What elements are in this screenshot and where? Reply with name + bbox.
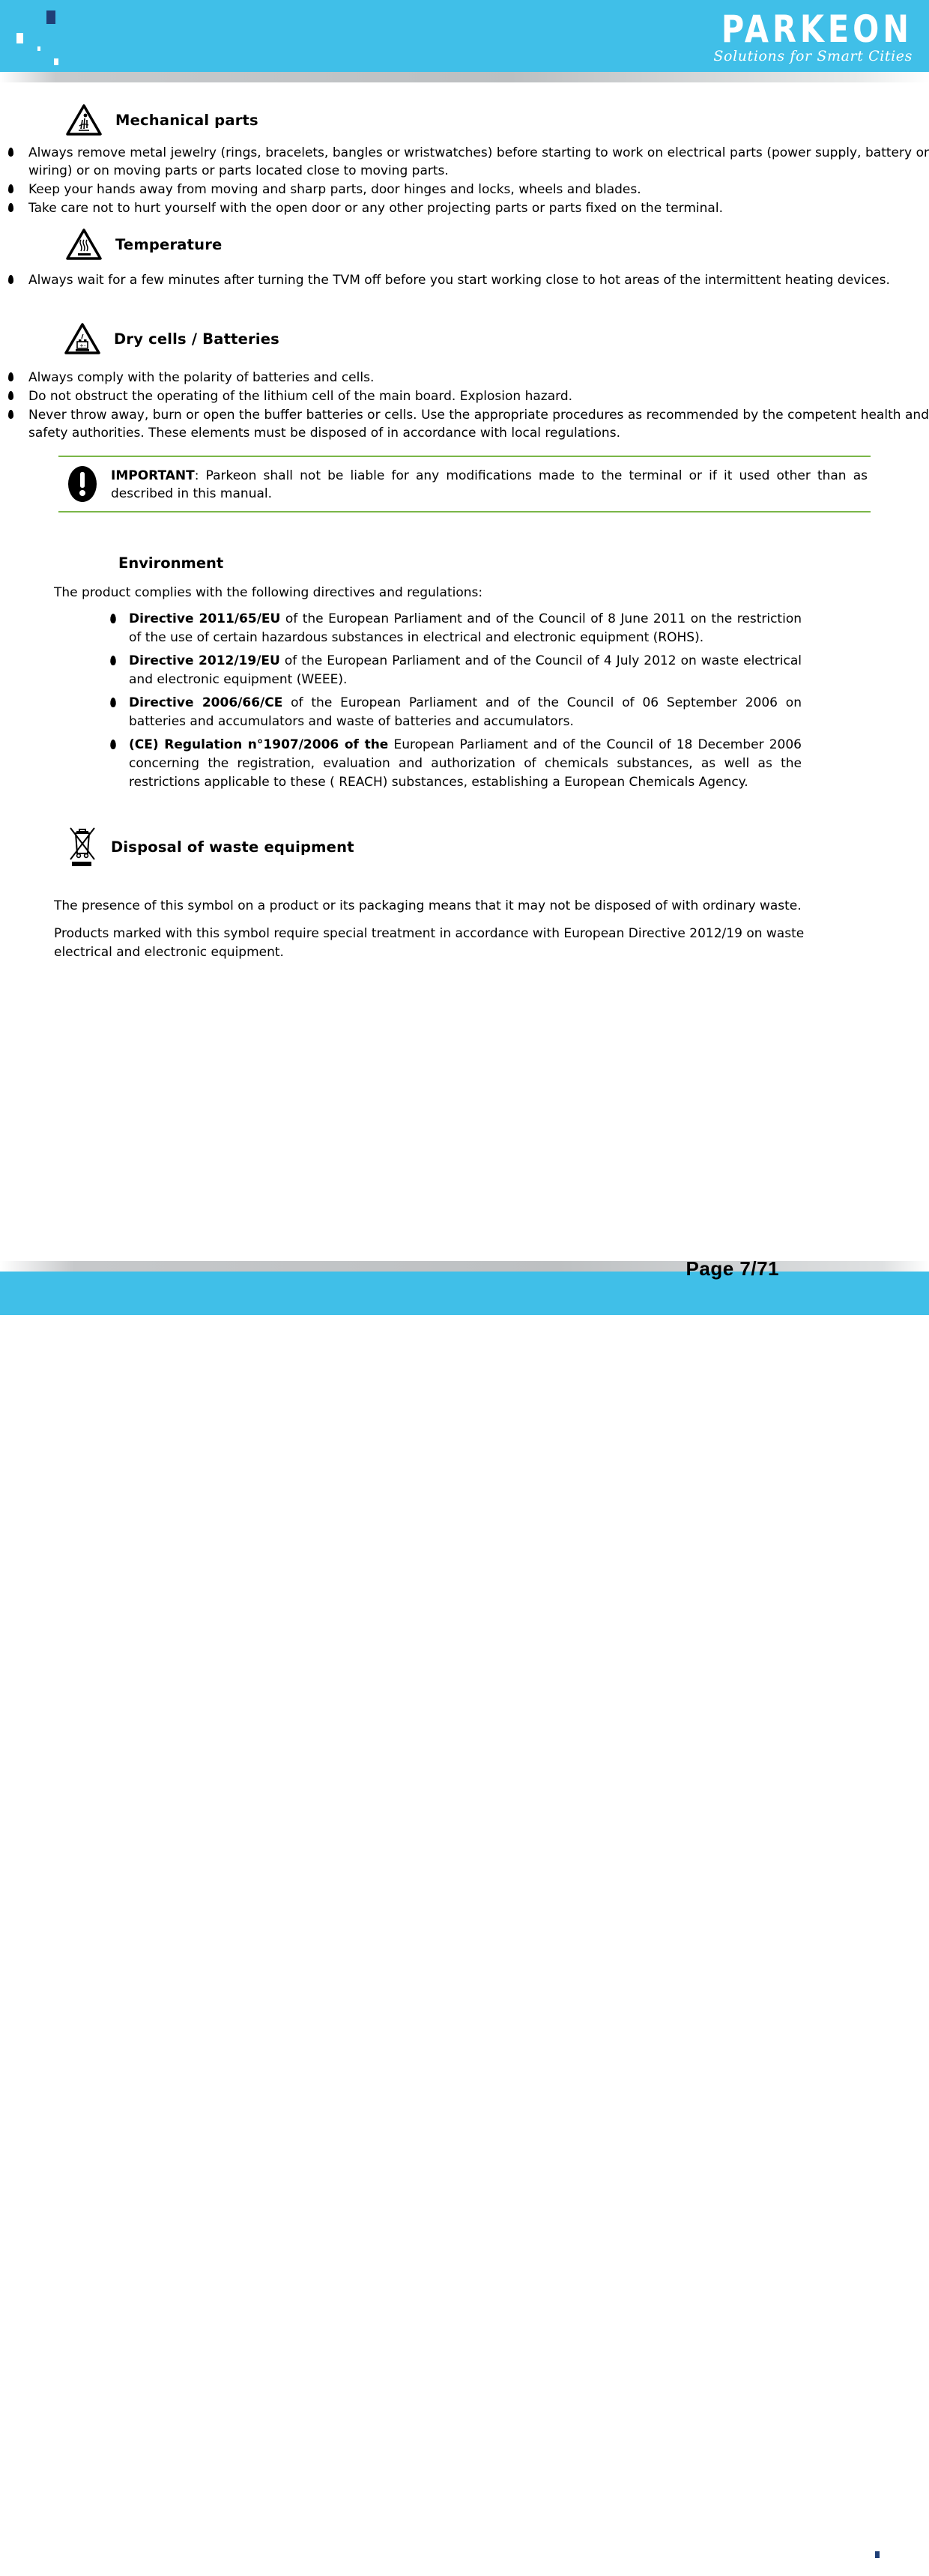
disposal-paragraph-1: The presence of this symbol on a product or its packaging means that it may not be disposed of with ordinary waste. (54, 898, 802, 913)
footer-decor-square-1 (821, 2556, 832, 2567)
page-number: Page 7/71 (686, 1257, 779, 1280)
batteries-title: Dry cells / Batteries (114, 330, 279, 348)
directive-text: of the European Parliament and of the Council of 4 July 2012 on waste electrical and electronic equipment (WEEE). (129, 653, 802, 687)
parkeon-logo (713, 7, 913, 64)
batteries-bullet-list (0, 369, 929, 442)
list-item: Always remove metal jewelry (rings, bracelets, bangles or wristwatches) before starting to work on electrical parts (power supply, battery or wiring) or on moving parts or parts located close to moving parts. (0, 144, 929, 180)
batteries-heading-row (0, 322, 929, 355)
list-item (103, 736, 802, 792)
section-dry-cells-batteries (0, 322, 929, 442)
list-item (103, 694, 802, 731)
list-item: Always comply with the polarity of batteries and cells. (0, 369, 929, 387)
disposal-title: Disposal of waste equipment (111, 838, 354, 856)
environment-title: Environment (118, 554, 224, 572)
page-header (0, 0, 929, 72)
important-label: IMPORTANT (111, 468, 195, 483)
important-callout (58, 456, 871, 513)
warning-triangle-battery-icon (64, 322, 100, 355)
section-disposal (0, 825, 929, 962)
page-content (0, 82, 929, 962)
mechanical-bullet-list (0, 144, 929, 217)
important-body: Parkeon shall not be liable for any modifications made to the terminal or if it used other than as described in this manual. (111, 468, 868, 501)
environment-intro: The product complies with the following directives and regulations: (54, 585, 483, 600)
svg-text:-: - (84, 342, 86, 349)
directive-code: (CE) Regulation n°1907/2006 of the (129, 737, 389, 752)
list-item (103, 610, 802, 647)
logo-wordmark: PARKEON (721, 7, 913, 51)
mechanical-title: Mechanical parts (115, 111, 258, 129)
directive-text: of the European Parliament and of the Council of 8 June 2011 on the restriction of the use of certain hazardous substances in electrical and electronic equipment (ROHS). (129, 611, 802, 645)
footer-decor-square-2 (875, 2551, 880, 2558)
list-item: Take care not to hurt yourself with the open door or any other projecting parts or parts fixed on the terminal. (0, 199, 929, 217)
header-decor-square-3 (37, 46, 40, 51)
crossed-out-wheelie-bin-icon (66, 825, 99, 868)
important-separator: : (194, 468, 206, 483)
page-footer (0, 1272, 929, 1315)
section-environment (0, 554, 929, 792)
environment-directive-list (103, 610, 802, 792)
temperature-bullet-list (0, 271, 929, 289)
logo-tagline: Solutions for Smart Cities (713, 48, 913, 64)
svg-text:+: + (79, 342, 84, 349)
list-item: Keep your hands away from moving and sharp parts, door hinges and locks, wheels and blades. (0, 181, 929, 199)
list-item: Never throw away, burn or open the buffer batteries or cells. Use the appropriate procedures as recommended by the competent health and safety authorities. These elements must be disposed of in accordance with local regulations. (0, 406, 929, 442)
warning-triangle-moving-parts-icon (66, 103, 102, 136)
section-mechanical-parts (0, 103, 929, 217)
list-item: Do not obstruct the operating of the lithium cell of the main board. Explosion hazard. (0, 387, 929, 405)
directive-code: Directive 2012/19/EU (129, 653, 280, 668)
directive-code: Directive 2011/65/EU (129, 611, 281, 626)
directive-text: European Parliament and of the Council of 18 December 2006 concerning the registration, evaluation and authorization of chemicals substances, as well as the restrictions applicable to these ( REACH) substances, establishing a European Chemicals Agency. (129, 737, 802, 790)
list-item (103, 652, 802, 689)
important-text (111, 465, 868, 503)
mechanical-heading-row (0, 103, 929, 136)
temperature-heading-row (0, 228, 929, 261)
header-divider (0, 72, 929, 82)
footer-divider (0, 1261, 929, 1272)
header-decor-square-2 (16, 33, 23, 43)
header-decor-square-4 (54, 58, 58, 65)
temperature-title: Temperature (115, 235, 223, 253)
list-item: Always wait for a few minutes after turning the TVM off before you start working close to hot areas of the intermittent heating devices. (0, 271, 929, 289)
section-temperature (0, 228, 929, 289)
warning-triangle-hot-surface-icon (66, 228, 102, 261)
directive-code: Directive 2006/66/CE (129, 695, 283, 710)
disposal-heading-row (0, 825, 929, 868)
exclamation-oval-icon (66, 465, 99, 504)
disposal-paragraph-2: Products marked with this symbol require special treatment in accordance with European Directive 2012/19 on waste electrical and electronic equipment. (54, 926, 805, 960)
directive-text: of the European Parliament and of the Council of 06 September 2006 on batteries and accumulators and waste of batteries and accumulators. (129, 695, 802, 729)
header-decor-square-1 (46, 10, 55, 24)
footer-decor-square-3 (889, 2572, 892, 2576)
